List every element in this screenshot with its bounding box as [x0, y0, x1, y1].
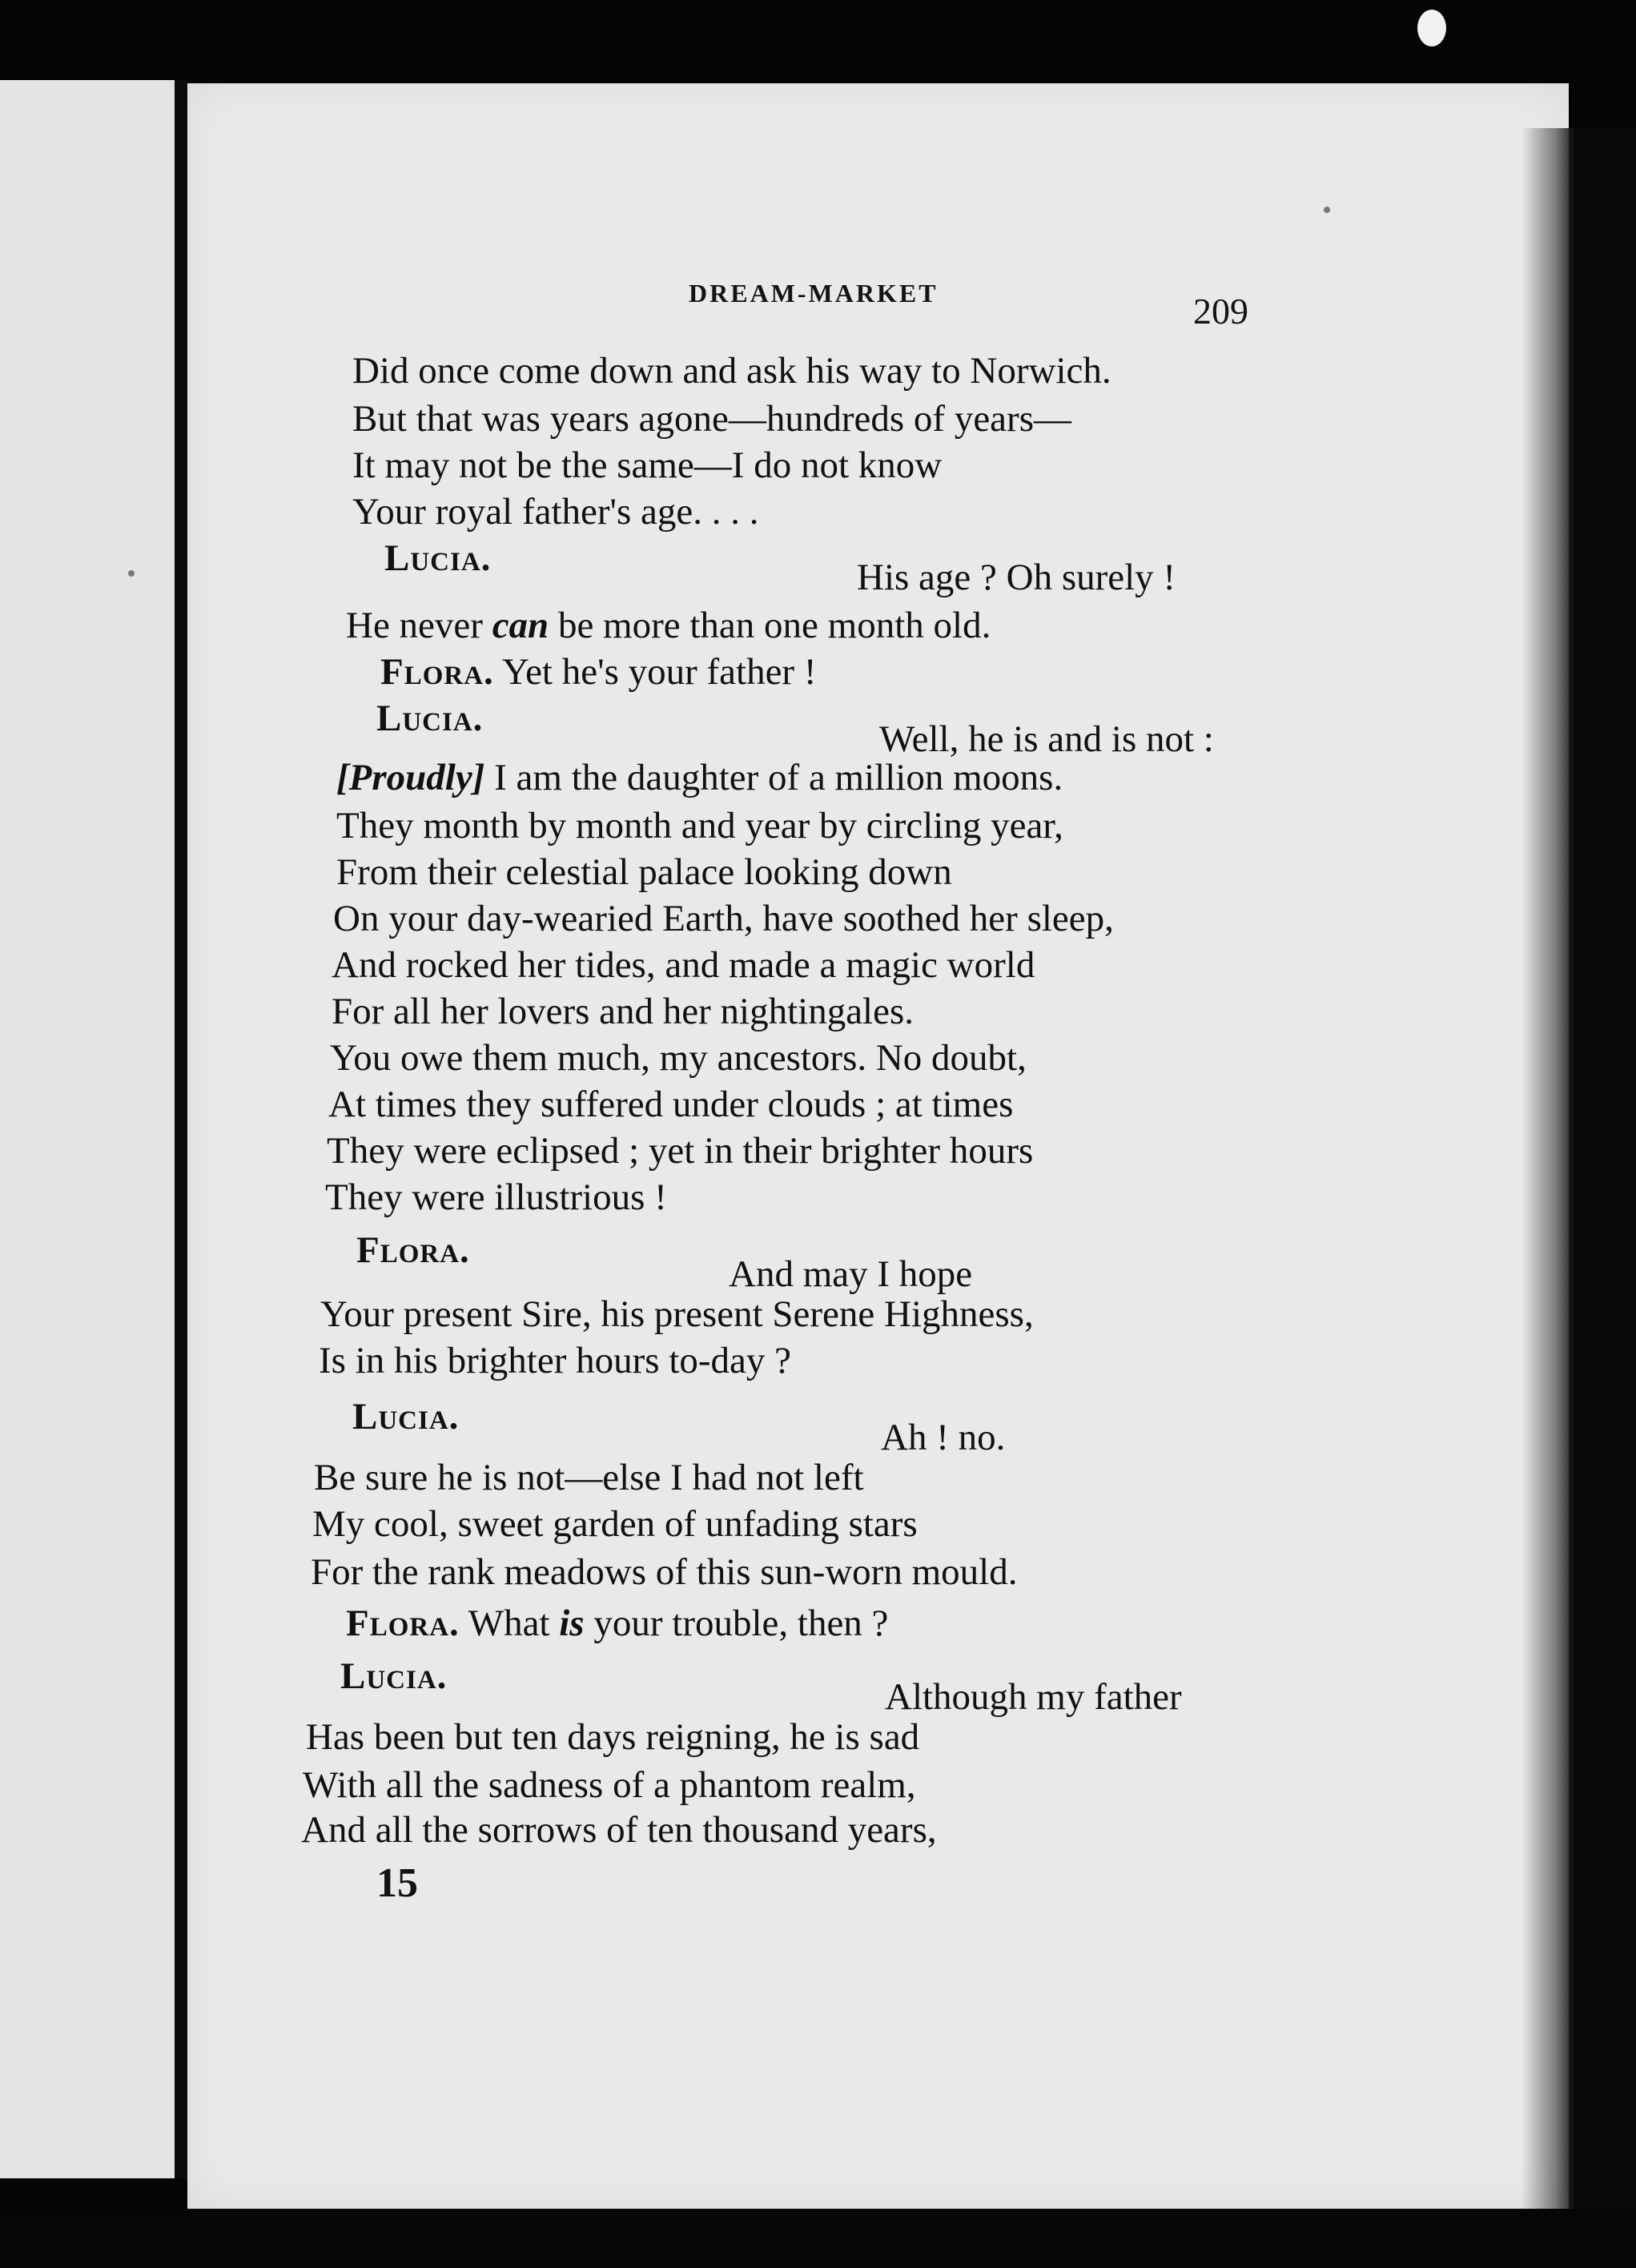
verse-line-4: Your royal father's age. . . .	[352, 491, 759, 533]
verse-line-7	[380, 653, 817, 691]
verse-line-16: At times they suffered under clouds ; at times	[328, 1084, 1014, 1125]
page-divider	[175, 80, 187, 2178]
verse-line-2: But that was years agone—hundreds of years—	[352, 398, 1071, 440]
text-run: be more than one month old.	[549, 605, 991, 646]
stage-direction: [Proudly]	[336, 757, 485, 798]
text-run: I am the daughter of a million moons.	[484, 757, 1063, 798]
verse-line-1: Did once come down and ask his way to Norwich.	[352, 350, 1111, 392]
verse-line-28: Has been but ten days reigning, he is sad	[306, 1716, 920, 1758]
verse-line-9	[336, 759, 1063, 797]
background-strip-right	[1574, 128, 1636, 2268]
page-number: 209	[1193, 291, 1248, 332]
verse-line-21: Is in his brighter hours to-day ?	[319, 1340, 792, 1381]
verse-line-14: For all her lovers and her nightingales.	[332, 991, 914, 1032]
speaker-lucia: Lucia.	[376, 698, 484, 739]
signature-mark: 15	[376, 1860, 418, 1906]
verse-line-13: And rocked her tides, and made a magic world	[332, 944, 1035, 986]
verse-line-23: Be sure he is not—else I had not left	[314, 1457, 864, 1498]
verse-line-29: With all the sadness of a phantom realm,	[303, 1764, 916, 1806]
speck	[1324, 207, 1330, 213]
verse-line-18: They were illustrious !	[325, 1176, 667, 1218]
speck	[128, 570, 135, 577]
speaker-lucia: Lucia.	[340, 1655, 448, 1697]
verse-line-5: His age ? Oh surely !	[857, 557, 1176, 598]
verse-line-27: Although my father	[885, 1676, 1182, 1718]
facing-page-edge	[0, 80, 175, 2178]
speaker-flora: Flora.	[346, 1602, 460, 1644]
italic-run: is	[559, 1602, 585, 1644]
speaker-flora: Flora.	[380, 651, 494, 693]
verse-line-24: My cool, sweet garden of unfading stars	[312, 1503, 918, 1545]
italic-run: can	[492, 605, 549, 646]
verse-line-17: They were eclipsed ; yet in their brighter hours	[327, 1130, 1034, 1172]
verse-line-8: Well, he is and is not :	[879, 718, 1214, 760]
verse-line-25: For the rank meadows of this sun-worn mould.	[311, 1551, 1018, 1593]
text-run: Yet he's your father !	[501, 651, 817, 693]
verse-line-3: It may not be the same—I do not know	[352, 444, 943, 486]
speaker-lucia: Lucia.	[384, 537, 492, 579]
scan-hole	[1417, 10, 1446, 46]
text-run: your trouble, then ?	[584, 1602, 889, 1644]
verse-line-15: You owe them much, my ancestors. No doubt,	[330, 1037, 1027, 1079]
verse-line-26	[346, 1602, 889, 1644]
verse-line-11: From their celestial palace looking down	[336, 851, 952, 893]
verse-line-19: And may I hope	[729, 1253, 973, 1295]
verse-line-20: Your present Sire, his present Serene Highness,	[320, 1293, 1034, 1335]
speaker-flora: Flora.	[356, 1229, 470, 1271]
speaker-lucia: Lucia.	[352, 1396, 460, 1438]
text-run: He never	[346, 605, 492, 646]
verse-line-12: On your day-wearied Earth, have soothed her sleep,	[333, 898, 1114, 939]
verse-line-10: They month by month and year by circling year,	[336, 805, 1063, 846]
text-run: What	[459, 1602, 560, 1644]
running-head: DREAM-MARKET	[689, 279, 939, 308]
verse-line-22: Ah ! no.	[881, 1417, 1006, 1458]
page-curl-shadow	[1521, 128, 1578, 2210]
background-strip-bottom	[0, 2209, 1636, 2268]
verse-line-6	[346, 607, 991, 645]
verse-line-30: And all the sorrows of ten thousand years,	[301, 1809, 937, 1851]
